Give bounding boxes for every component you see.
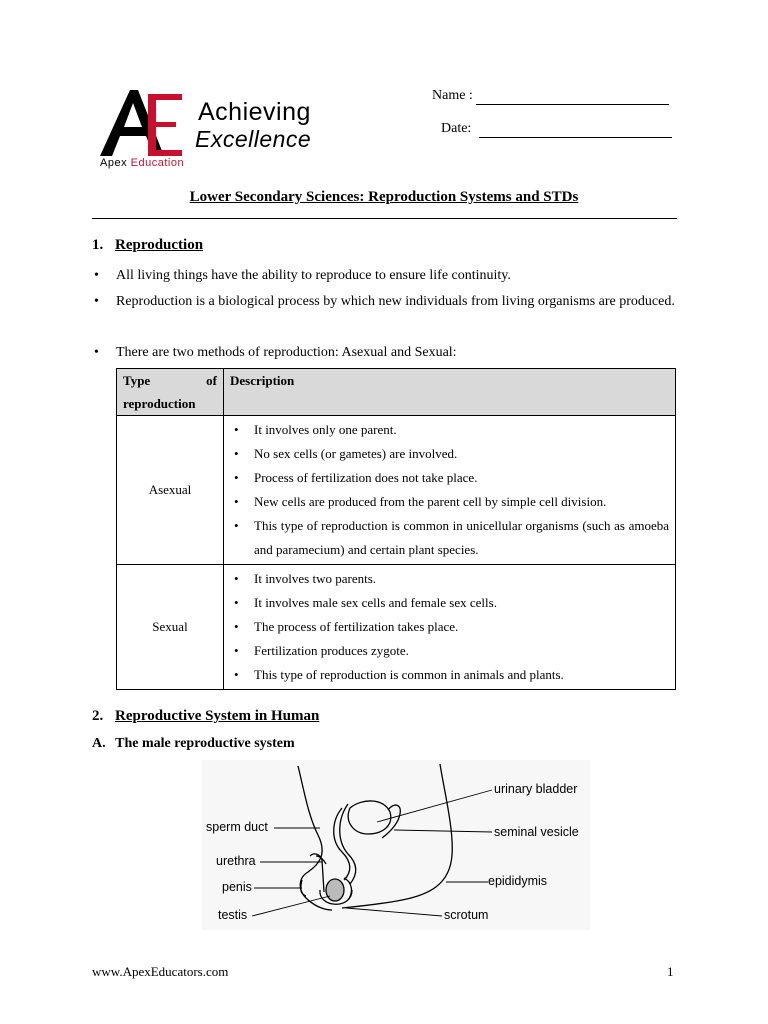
list-item: • The process of fertilization takes place. [230, 615, 669, 639]
logo-sub-apex: Apex [100, 157, 128, 169]
list-item: • No sex cells (or gametes) are involved. [230, 442, 669, 466]
table-row [117, 416, 676, 565]
logo-sub-education: Education [130, 157, 185, 169]
logo-subtitle [100, 157, 184, 169]
bullet-item: • There are two methods of reproduction: Asexual and Sexual: [94, 345, 457, 360]
subsection-a-heading [92, 736, 295, 752]
svg-text:AE: AE [140, 126, 142, 127]
label-scrotum: scrotum [444, 908, 489, 922]
section-2-number: 2. [92, 708, 104, 724]
list-item: • New cells are produced from the parent cell by simple cell division. [230, 490, 669, 514]
name-field [432, 88, 669, 105]
label-urethra: urethra [216, 854, 256, 868]
date-input-line[interactable] [479, 121, 672, 138]
section-2-heading [92, 708, 319, 725]
row-description [224, 416, 676, 565]
logo-line-2: Excellence [195, 126, 312, 152]
section-2-title: Reproductive System in Human [115, 708, 320, 724]
label-epididymis: epididymis [488, 874, 548, 888]
name-label: Name : [432, 88, 473, 103]
list-item: • Process of fertilization does not take place. [230, 466, 669, 490]
row-description [224, 565, 676, 690]
name-input-line[interactable] [476, 88, 669, 105]
table-row [117, 565, 676, 690]
list-item: • This type of reproduction is common in animals and plants. [230, 663, 669, 687]
list-item: • It involves male sex cells and female sex cells. [230, 591, 669, 615]
col-description-header: Description [224, 369, 676, 416]
date-label: Date: [441, 121, 472, 136]
date-field [441, 121, 672, 138]
row-type-sexual: Sexual [117, 565, 224, 690]
section-1-heading [92, 237, 203, 254]
label-testis: testis [218, 908, 248, 922]
label-urinary-bladder: urinary bladder [494, 782, 578, 796]
subsection-title: The male reproductive system [115, 736, 295, 751]
table-header-row [117, 369, 676, 416]
list-item: • It involves only one parent. [230, 418, 669, 442]
bullet-item: • Reproduction is a biological process by which new individuals from living organisms are produced. [94, 294, 675, 309]
bullet-item: • All living things have the ability to reproduce to ensure life continuity. [94, 268, 511, 283]
title-divider [92, 218, 677, 219]
logo-line-1: Achieving [198, 98, 311, 126]
label-penis: penis [222, 880, 252, 894]
label-seminal-vesicle: seminal vesicle [494, 825, 579, 839]
list-item: • Fertilization produces zygote. [230, 639, 669, 663]
col-type-header: Type of reproduction [117, 369, 224, 416]
section-1-title: Reproduction [115, 237, 204, 253]
document-title: Lower Secondary Sciences: Reproduction Systems and STDs [189, 189, 579, 205]
row-type-asexual: Asexual [117, 416, 224, 565]
page-number: 1 [667, 964, 674, 979]
label-sperm-duct: sperm duct [206, 820, 268, 834]
male-reproductive-diagram [202, 760, 590, 930]
footer-website-link[interactable]: www.ApexEducators.com [92, 964, 229, 979]
section-1-number: 1. [92, 237, 104, 253]
list-item: • This type of reproduction is common in unicellular organisms (such as amoeba and paramecium) and certain plant species. [230, 514, 669, 562]
subsection-letter: A. [92, 736, 106, 751]
reproduction-table [116, 368, 676, 690]
ae-logo-mark-icon [100, 86, 200, 160]
list-item: • It involves two parents. [230, 567, 669, 591]
